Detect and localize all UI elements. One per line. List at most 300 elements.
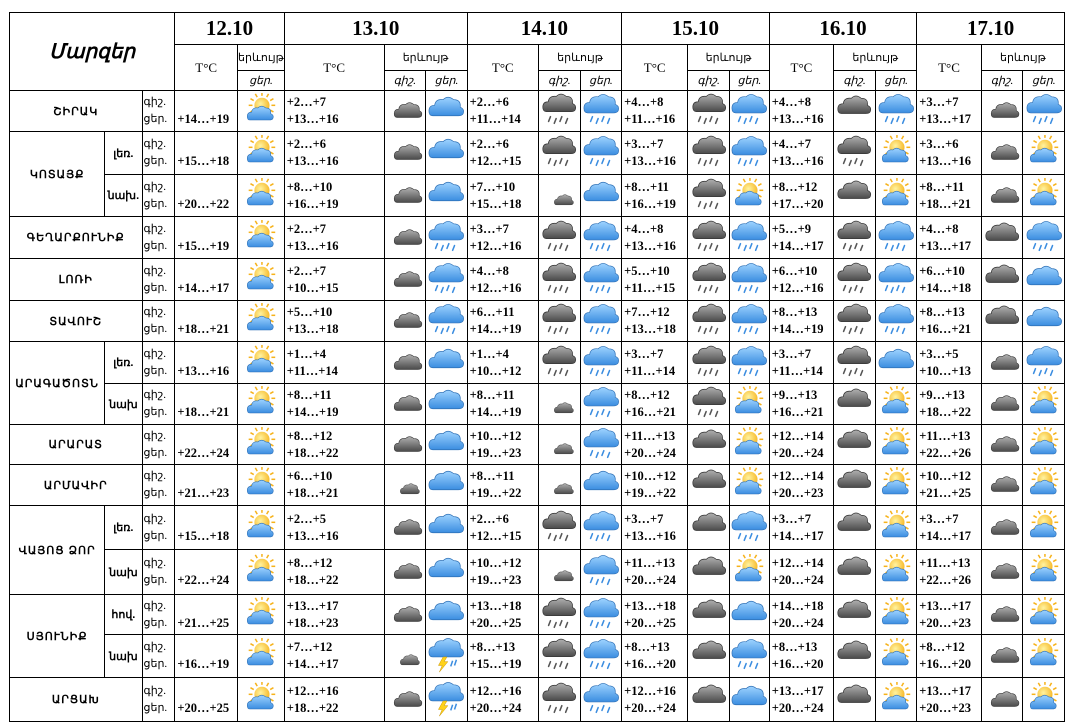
weather-icon-cell — [580, 465, 622, 506]
weather-icon-cell — [580, 132, 622, 175]
cloud-rain-blue-icon — [581, 510, 622, 546]
weather-icon-cell — [238, 132, 285, 175]
temperature-cell — [917, 635, 981, 678]
day-label: ցեր. — [143, 281, 168, 294]
cloud-rain-dark-icon — [834, 345, 875, 381]
day-temp: +13…+17 — [919, 112, 972, 126]
weather-icon-cell — [538, 595, 580, 635]
moon-cloud-icon — [982, 178, 1023, 214]
region-name: ԿՈՏԱՅՔ — [10, 132, 105, 217]
night-temp — [177, 598, 237, 615]
cloud-rain-dark-icon — [539, 262, 580, 298]
night-temp: +8…+12 — [624, 388, 670, 402]
cloud-rain-dark-icon — [688, 303, 729, 339]
weather-icon-cell — [875, 301, 917, 342]
weather-icon-cell — [729, 175, 769, 217]
cloud-dark-icon — [834, 638, 875, 674]
weather-icon-cell — [580, 595, 622, 635]
weather-icon-cell — [238, 301, 285, 342]
weather-icon-cell — [875, 506, 917, 550]
weather-icon-cell — [538, 678, 580, 722]
night-temp: +8…+11 — [469, 388, 515, 402]
weather-icon-cell — [688, 465, 730, 506]
temperature-cell — [175, 465, 238, 506]
sun-cloud-icon — [730, 554, 769, 590]
cloud-dark-icon — [688, 467, 729, 503]
day-temp: +14…+17 — [177, 280, 230, 295]
sun-cloud-icon — [876, 638, 917, 674]
day-temp: +13…+16 — [624, 154, 676, 168]
night-temp: +4…+8 — [624, 95, 664, 109]
day-temp: +14…+19 — [286, 405, 339, 419]
weather-icon-cell — [580, 217, 622, 259]
cloud-rain-dark-icon — [539, 220, 580, 256]
night-label: գիշ. — [143, 389, 166, 401]
day-label: ցեր. — [143, 529, 168, 542]
cloud-dark-icon — [982, 262, 1023, 298]
cloud-rain-dark-icon — [539, 345, 580, 381]
forecast-row — [10, 259, 1065, 301]
weather-icon-cell — [238, 384, 285, 425]
moon-cloud-icon — [982, 386, 1023, 422]
night-label: գիշ. — [143, 180, 166, 193]
weather-icon-cell — [688, 132, 730, 175]
weather-icon-cell — [580, 301, 622, 342]
weather-icon-cell — [981, 132, 1023, 175]
weather-icon-cell — [384, 550, 426, 595]
night-day-labels — [142, 465, 175, 506]
temperature-cell — [284, 217, 384, 259]
sun-cloud-icon — [1023, 386, 1064, 422]
weather-icon-cell — [729, 595, 769, 635]
temperature-cell — [175, 132, 238, 175]
day-label: ցեր. — [143, 239, 168, 252]
weather-icon-cell — [688, 595, 730, 635]
temperature-cell — [175, 217, 238, 259]
sub-region-label: նախ. — [105, 175, 142, 217]
day-temp: +16…+21 — [919, 322, 972, 336]
date-header: 14.10 — [467, 13, 621, 45]
night-day-labels — [142, 384, 175, 425]
moon-icon — [539, 178, 580, 214]
weather-icon-cell — [384, 175, 426, 217]
night-temp: +12…+16 — [469, 683, 522, 698]
weather-icon-cell — [834, 635, 876, 678]
sun-cloud-icon — [238, 427, 284, 463]
cloud-dark-icon — [834, 554, 875, 590]
weather-icon-cell — [729, 91, 769, 132]
day-temp: +11…+14 — [624, 363, 676, 378]
weather-icon-cell — [981, 550, 1023, 595]
temperature-cell — [769, 425, 833, 465]
temperature-cell — [284, 175, 384, 217]
night-temp: +11…+13 — [919, 556, 971, 570]
day-temp: +20…+23 — [919, 700, 972, 715]
weather-icon-cell — [580, 425, 622, 465]
day-label: ցեր. — [143, 323, 168, 335]
temperature-cell — [917, 91, 981, 132]
cloud-dark-icon — [688, 597, 729, 633]
temperature-cell — [284, 342, 384, 384]
night-temp: +13…+18 — [469, 598, 522, 613]
weather-icon-cell — [1023, 301, 1065, 342]
day-temp: +13…+16 — [286, 154, 339, 168]
night-temp: +12…+14 — [771, 428, 824, 443]
night-subheader: գիշ. — [538, 71, 580, 91]
temperature-cell — [284, 132, 384, 175]
weather-icon-cell — [580, 678, 622, 722]
day-temp: +11…+15 — [624, 280, 676, 295]
forecast-row — [10, 132, 1065, 175]
sun-cloud-icon — [238, 510, 284, 546]
day-temp: +11…+14 — [286, 363, 338, 378]
cloud-blue-icon — [426, 386, 467, 422]
phenomenon-header: երևույթ — [238, 45, 285, 71]
sun-cloud-icon — [238, 262, 284, 298]
weather-icon-cell — [426, 342, 468, 384]
day-label: ցեր. — [143, 574, 168, 586]
day-temp: +11…+14 — [771, 363, 823, 378]
sun-cloud-icon — [876, 597, 917, 633]
day-temp: +19…+23 — [469, 573, 522, 587]
cloud-rain-blue-icon — [581, 345, 622, 381]
cloud-rain-dark-icon — [539, 597, 580, 633]
temperature-cell — [175, 550, 238, 595]
night-temp: +3…+7 — [919, 95, 959, 109]
cloud-dark-icon — [688, 682, 729, 718]
temperature-cell — [175, 91, 238, 132]
temperature-cell — [769, 465, 833, 506]
moon-icon — [539, 554, 580, 590]
temperature-cell — [175, 175, 238, 217]
weather-icon-cell — [834, 425, 876, 465]
region-name: ԼՈՌԻ — [10, 259, 143, 301]
weather-icon-cell — [426, 132, 468, 175]
forecast-row — [10, 678, 1065, 722]
temperature-cell — [284, 595, 384, 635]
day-temp: +18…+22 — [919, 405, 972, 419]
forecast-row — [10, 635, 1065, 678]
temperature-cell — [917, 342, 981, 384]
night-temp: +3…+5 — [919, 346, 959, 361]
cloud-rain-blue-icon — [876, 220, 917, 256]
cloud-blue-icon — [426, 427, 467, 463]
temperature-cell — [175, 635, 238, 678]
weather-icon-cell — [981, 91, 1023, 132]
day-temp: +21…+25 — [177, 615, 230, 630]
sub-region-label: լեռ. — [105, 506, 142, 550]
day-label: ցեր. — [143, 364, 168, 377]
sun-cloud-icon — [730, 427, 769, 463]
date-header: 13.10 — [284, 13, 467, 45]
night-temp: +12…+16 — [624, 683, 676, 698]
night-temp: +13…+17 — [286, 598, 339, 613]
weather-icon-cell — [981, 635, 1023, 678]
weather-icon-cell — [384, 384, 426, 425]
sun-cloud-icon — [1023, 597, 1064, 633]
night-temp: +8…+12 — [286, 428, 333, 443]
cloud-rain-blue-icon — [876, 303, 917, 339]
cloud-rain-dark-icon — [539, 93, 580, 129]
night-temp: +13…+18 — [624, 598, 676, 613]
weather-icon-cell — [238, 506, 285, 550]
day-temp: +12…+16 — [469, 238, 522, 253]
night-temp: +8…+11 — [624, 179, 669, 194]
weather-icon-cell — [384, 465, 426, 506]
temperature-cell — [769, 301, 833, 342]
day-temp: +18…+21 — [286, 486, 339, 500]
temperature-cell — [284, 635, 384, 678]
storm-cloud-icon — [426, 682, 467, 718]
cloud-rain-blue-icon — [581, 303, 622, 339]
weather-icon-cell — [1023, 425, 1065, 465]
moon-cloud-icon — [982, 427, 1023, 463]
sun-cloud-icon — [876, 178, 917, 214]
weather-icon-cell — [384, 91, 426, 132]
night-day-labels — [142, 132, 175, 175]
sun-cloud-icon — [238, 220, 284, 256]
temperature-cell — [467, 384, 538, 425]
night-temp: +7…+12 — [624, 305, 670, 319]
temperature-cell — [467, 175, 538, 217]
forecast-table-wrapper — [9, 12, 1065, 722]
region-name: ՍՅՈՒՆԻՔ — [10, 595, 105, 678]
night-label: գիշ. — [143, 470, 166, 482]
weather-icon-cell — [580, 175, 622, 217]
day-temp: +14…+17 — [771, 238, 824, 253]
temperature-cell — [622, 384, 688, 425]
night-temp — [177, 387, 237, 404]
day-label: ցեր. — [143, 155, 168, 167]
forecast-row — [10, 595, 1065, 635]
cloud-dark-icon — [688, 638, 729, 674]
weather-icon-cell — [538, 635, 580, 678]
cloud-blue-icon — [426, 93, 467, 129]
day-temp: +14…+17 — [286, 657, 339, 671]
night-day-labels — [142, 678, 175, 722]
weather-icon-cell — [384, 678, 426, 722]
day-temp: +16…+21 — [771, 405, 824, 419]
night-day-labels — [142, 342, 175, 384]
moon-cloud-icon — [982, 682, 1023, 718]
cloud-blue-icon — [730, 682, 769, 718]
temperature-cell — [284, 425, 384, 465]
sun-cloud-icon — [876, 682, 917, 718]
weather-icon-cell — [1023, 384, 1065, 425]
cloud-dark-icon — [982, 303, 1023, 339]
weather-icon-cell — [834, 342, 876, 384]
night-temp: +8…+12 — [286, 556, 333, 570]
night-temp: +2…+6 — [469, 137, 509, 151]
day-temp: +13…+16 — [771, 112, 824, 126]
weather-icon-cell — [834, 301, 876, 342]
cloud-rain-blue-icon — [730, 220, 769, 256]
weather-icon-cell — [580, 91, 622, 132]
cloud-rain-dark-icon — [834, 220, 875, 256]
weather-icon-cell — [580, 635, 622, 678]
night-temp: +4…+8 — [624, 221, 664, 236]
night-subheader: գիշ. — [981, 71, 1023, 91]
cloud-dark-icon — [834, 386, 875, 422]
night-temp: +2…+5 — [286, 511, 327, 526]
cloud-rain-dark-icon — [539, 682, 580, 718]
day-subheader: ցեր. — [426, 71, 468, 91]
day-temp: +20…+25 — [624, 615, 676, 630]
weather-icon-cell — [875, 217, 917, 259]
night-temp: +13…+17 — [919, 683, 972, 698]
weather-icon-cell — [384, 635, 426, 678]
day-subheader: ցեր. — [875, 71, 917, 91]
sun-cloud-icon — [1023, 554, 1064, 590]
weather-icon-cell — [1023, 259, 1065, 301]
day-temp: +12…+16 — [771, 280, 824, 295]
night-temp: +8…+12 — [771, 179, 818, 194]
cloud-blue-icon — [1023, 262, 1064, 298]
weather-icon-cell — [384, 425, 426, 465]
night-temp: +4…+8 — [919, 221, 959, 236]
weather-icon-cell — [729, 301, 769, 342]
region-name: ԱՐԱՐԱՏ — [10, 425, 143, 465]
cloud-dark-icon — [688, 554, 729, 590]
moon-cloud-icon — [982, 510, 1023, 546]
sun-cloud-icon — [238, 178, 284, 214]
cloud-rain-blue-icon — [426, 303, 467, 339]
weather-icon-cell — [688, 301, 730, 342]
weather-icon-cell — [688, 384, 730, 425]
day-label: ցեր. — [143, 487, 168, 499]
night-label: գիշ. — [143, 641, 166, 653]
night-label: գիշ. — [143, 306, 166, 318]
night-label: գիշ. — [143, 512, 166, 525]
sun-cloud-icon — [1023, 510, 1064, 546]
day-temp: +20…+23 — [919, 615, 972, 630]
day-subheader: ցեր. — [238, 71, 285, 91]
moon-icon — [539, 386, 580, 422]
day-temp: +22…+24 — [177, 445, 230, 460]
moon-cloud-icon — [982, 554, 1023, 590]
temperature-header: T°C — [917, 45, 981, 91]
cloud-rain-blue-icon — [1023, 93, 1064, 129]
weather-icon-cell — [981, 384, 1023, 425]
night-temp: +11…+13 — [624, 556, 676, 570]
cloud-rain-dark-icon — [688, 178, 729, 214]
sun-cloud-icon — [1023, 467, 1064, 503]
night-label: գիշ. — [143, 429, 166, 442]
temperature-cell — [622, 678, 688, 722]
day-temp: +17…+20 — [771, 196, 824, 211]
temperature-cell — [622, 301, 688, 342]
temperature-cell — [467, 301, 538, 342]
night-day-labels — [142, 91, 175, 132]
weather-icon-cell — [580, 342, 622, 384]
temperature-cell — [769, 506, 833, 550]
region-name: ԱՐՑԱԽ — [10, 678, 143, 722]
temperature-cell — [622, 217, 688, 259]
weather-icon-cell — [729, 217, 769, 259]
weather-icon-cell — [688, 342, 730, 384]
weather-icon-cell — [875, 425, 917, 465]
weather-icon-cell — [834, 91, 876, 132]
night-day-labels — [142, 506, 175, 550]
weather-icon-cell — [238, 550, 285, 595]
day-temp: +16…+21 — [624, 405, 676, 419]
night-temp: +8…+13 — [919, 305, 965, 319]
night-temp: +12…+16 — [286, 683, 339, 698]
cloud-rain-dark-icon — [539, 135, 580, 171]
cloud-rain-blue-icon — [581, 93, 622, 129]
temperature-cell — [769, 342, 833, 384]
cloud-rain-blue-icon — [730, 135, 769, 171]
night-temp — [177, 179, 237, 196]
weather-icon-cell — [981, 342, 1023, 384]
weather-icon-cell — [688, 550, 730, 595]
temperature-cell — [917, 301, 981, 342]
weather-icon-cell — [1023, 506, 1065, 550]
day-temp: +14…+19 — [469, 322, 522, 336]
region-name: ՎԱՅՈՑ ՁՈՐ — [10, 506, 105, 595]
weather-icon-cell — [875, 384, 917, 425]
weather-icon-cell — [426, 301, 468, 342]
night-label: գիշ. — [143, 96, 166, 108]
region-name: ԳԵՂԱՐՔՈՒՆԻՔ — [10, 217, 143, 259]
phenomenon-header: երևույթ — [688, 45, 769, 71]
phenomenon-header: երևույթ — [981, 45, 1064, 71]
temperature-cell — [769, 259, 833, 301]
night-temp: +2…+7 — [286, 221, 327, 236]
sun-cloud-icon — [238, 93, 284, 129]
night-temp: +3…+7 — [469, 221, 509, 236]
moon-cloud-icon — [982, 467, 1023, 503]
temperature-cell — [622, 342, 688, 384]
weather-icon-cell — [875, 342, 917, 384]
night-day-labels — [142, 175, 175, 217]
night-temp: +9…+13 — [771, 388, 818, 402]
weather-icon-cell — [580, 259, 622, 301]
weather-icon-cell — [238, 595, 285, 635]
cloud-rain-dark-icon — [539, 510, 580, 546]
sun-cloud-icon — [238, 682, 284, 718]
night-temp: +8…+13 — [771, 640, 818, 654]
cloud-rain-blue-icon — [730, 262, 769, 298]
temperature-cell — [284, 465, 384, 506]
weather-icon-cell — [834, 550, 876, 595]
weather-icon-cell — [384, 132, 426, 175]
cloud-rain-blue-icon — [581, 220, 622, 256]
night-label: գիշ. — [143, 557, 166, 569]
weather-icon-cell — [1023, 342, 1065, 384]
weather-icon-cell — [1023, 175, 1065, 217]
night-temp — [177, 555, 237, 572]
temperature-cell — [175, 506, 238, 550]
night-temp: +12…+14 — [771, 556, 824, 570]
temperature-cell — [175, 384, 238, 425]
cloud-rain-blue-icon — [730, 93, 769, 129]
cloud-dark-icon — [834, 467, 875, 503]
cloud-blue-icon — [426, 510, 467, 546]
weather-icon-cell — [875, 678, 917, 722]
temperature-cell — [622, 175, 688, 217]
day-temp: +20…+24 — [624, 700, 676, 715]
temperature-cell — [175, 259, 238, 301]
weather-icon-cell — [426, 550, 468, 595]
weather-icon-cell — [981, 259, 1023, 301]
night-temp — [177, 468, 237, 485]
weather-icon-cell — [538, 175, 580, 217]
day-temp: +10…+12 — [469, 363, 522, 378]
weather-icon-cell — [981, 175, 1023, 217]
temperature-cell — [917, 678, 981, 722]
night-temp: +1…+4 — [469, 346, 509, 361]
